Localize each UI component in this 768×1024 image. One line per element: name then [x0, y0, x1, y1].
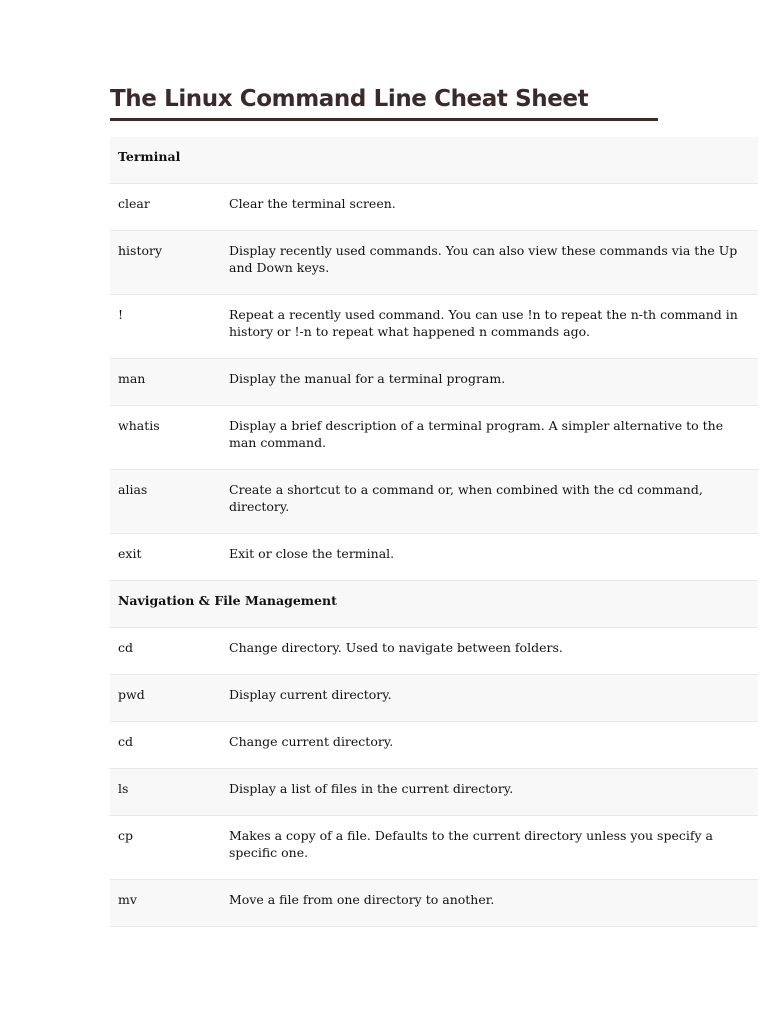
- command-cell: history: [118, 243, 163, 258]
- section-title: Navigation & File Management: [118, 593, 337, 608]
- command-cell: cd: [118, 640, 134, 655]
- description-cell: Change current directory.: [229, 734, 394, 749]
- table-row: [110, 406, 758, 470]
- table-row: [110, 628, 758, 675]
- command-cell: alias: [118, 482, 148, 497]
- command-cell: man: [118, 371, 146, 386]
- command-cell: ls: [118, 781, 129, 796]
- table-row: [110, 769, 758, 816]
- command-cell: cd: [118, 734, 134, 749]
- table-row: [110, 295, 758, 359]
- description-cell: Create a shortcut to a command or, when combined with the cd command, directory.: [229, 482, 703, 514]
- description-cell: Exit or close the terminal.: [229, 546, 395, 561]
- description-cell: Change directory. Used to navigate between folders.: [229, 640, 563, 655]
- description-cell: Move a file from one directory to another.: [229, 892, 495, 907]
- table-row: [110, 231, 758, 295]
- table-row: [110, 359, 758, 406]
- table-row: [110, 184, 758, 231]
- table-row: [110, 534, 758, 581]
- command-cell: !: [118, 307, 124, 322]
- description-cell: Display current directory.: [229, 687, 392, 702]
- command-cell: pwd: [118, 687, 145, 702]
- section-header-navigation: [110, 581, 758, 628]
- description-cell: Display a brief description of a terminal program. A simpler alternative to the man command.: [229, 418, 724, 450]
- description-cell: Display the manual for a terminal program.: [229, 371, 506, 386]
- description-cell: Makes a copy of a file. Defaults to the current directory unless you specify a specific one.: [229, 828, 713, 860]
- description-cell: Clear the terminal screen.: [229, 196, 396, 211]
- description-cell: Repeat a recently used command. You can use !n to repeat the n-th command in history or !-n to repeat what happened n commands ago.: [229, 307, 738, 339]
- table-row: [110, 816, 758, 880]
- section-title: Terminal: [118, 149, 181, 164]
- command-cell: exit: [118, 546, 142, 561]
- command-cell: mv: [118, 892, 137, 907]
- command-cell: clear: [118, 196, 150, 211]
- command-cell: whatis: [118, 418, 160, 433]
- table-row: [110, 470, 758, 534]
- table-row: [110, 880, 758, 927]
- description-cell: Display a list of files in the current directory.: [229, 781, 514, 796]
- title-underline: [110, 118, 658, 121]
- table-row: [110, 675, 758, 722]
- command-cell: cp: [118, 828, 134, 843]
- cheat-sheet-table: [110, 137, 758, 927]
- description-cell: Display recently used commands. You can also view these commands via the Up and Down keys.: [229, 243, 738, 275]
- table-row: [110, 722, 758, 769]
- section-header-terminal: [110, 137, 758, 184]
- page-title: The Linux Command Line Cheat Sheet: [110, 86, 589, 112]
